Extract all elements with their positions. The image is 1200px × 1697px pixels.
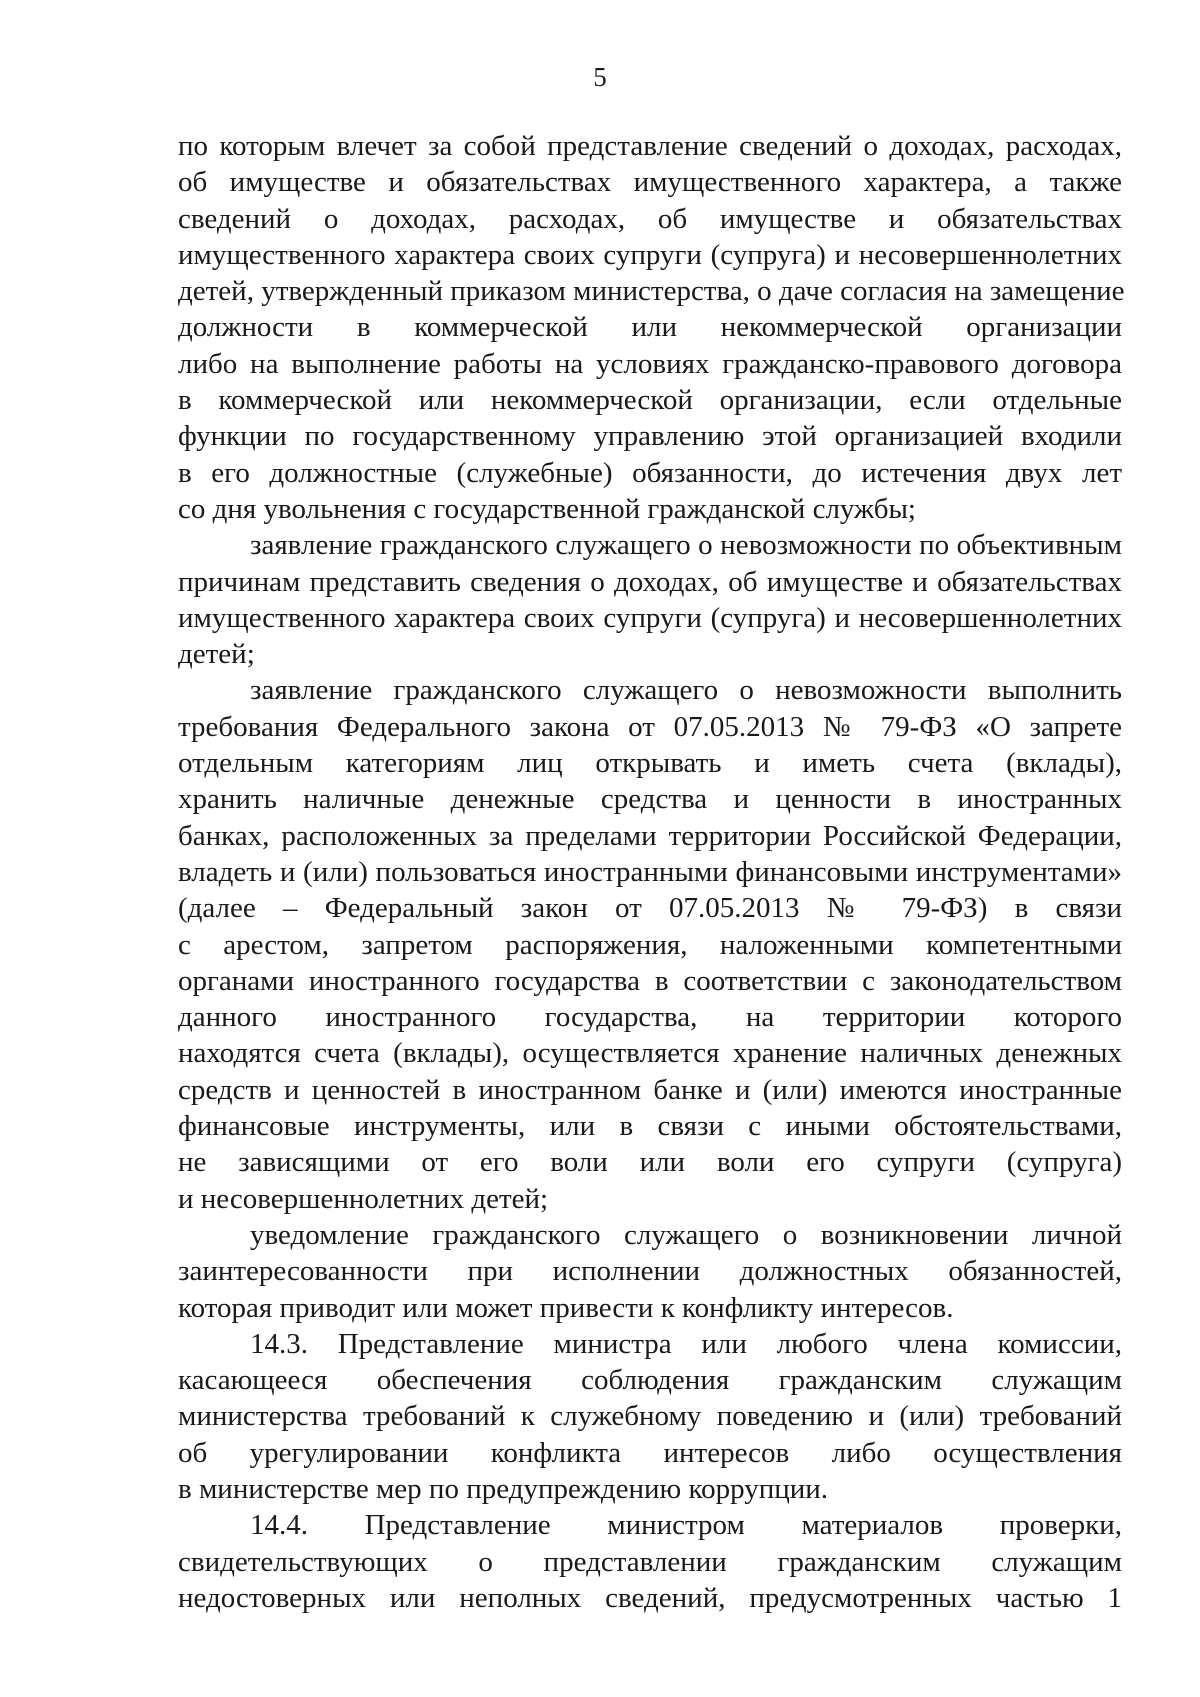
paragraph [178,1507,1122,1616]
text-line: детей; [178,638,255,671]
text-line: владеть и (или) пользоваться иностранными финансовыми инструментами» [178,855,1122,888]
text-line: не зависящими от его воли или воли его супруги (супруга) [178,1146,1122,1179]
text-line: хранить наличные денежные средства и ценности в иностранных [178,783,1122,816]
paragraph [178,672,1122,1216]
text-line: финансовые инструменты, или в связи с иными обстоятельствами, [178,1110,1122,1143]
text-line: находятся счета (вклады), осуществляется хранение наличных денежных [178,1037,1122,1070]
text-line: имущественного характера своих супруги (супруга) и несовершеннолетних [178,601,1122,634]
paragraph [178,128,1125,527]
text-line: по которым влечет за собой представление сведений о доходах, расходах, [178,130,1122,162]
page-number: 5 [593,62,607,92]
text-line: уведомление гражданского служащего о возникновении личной [250,1218,1122,1251]
text-line: данного иностранного государства, на территории которого [178,1001,1122,1034]
paragraph [178,1217,1122,1326]
text-line: заявление гражданского служащего о невозможности выполнить [250,674,1122,707]
text-line: в его должностные (служебные) обязанности, до истечения двух лет [178,456,1122,489]
text-line: в коммерческой или некоммерческой организации, если отдельные [178,384,1122,417]
text-line: министерства требований к служебному поведению и (или) требований [178,1400,1122,1433]
text-line: 14.4. Представление министром материалов проверки, [250,1509,1122,1542]
text-line: свидетельствующих о представлении гражданским служащим [178,1545,1122,1578]
text-line: имущественного характера своих супруги (супруга) и несовершеннолетних [178,238,1122,271]
text-line: которая приводит или может привести к конфликту интересов. [178,1291,954,1324]
text-line: причинам представить сведения о доходах, об имуществе и обязательствах [178,565,1122,598]
text-line: и несовершеннолетних детей; [178,1182,549,1215]
text-line: либо на выполнение работы на условиях гражданско-правового договора [178,347,1122,380]
text-line: отдельным категориям лиц открывать и иметь счета (вклады), [178,747,1122,780]
text-line: функции по государственному управлению этой организацией входили [178,420,1122,453]
text-line: об урегулировании конфликта интересов либо осуществления [178,1436,1122,1469]
text-line: со дня увольнения с государственной гражданской службы; [178,492,916,525]
text-line: заявление гражданского служащего о невозможности по объективным [250,529,1122,562]
text-line: требования Федерального закона от 07.05.2013 № 79-ФЗ «О запрете [178,710,1122,743]
text-line: органами иностранного государства в соответствии с законодательством [178,964,1122,997]
text-line: (далее – Федеральный закон от 07.05.2013 № 79-ФЗ) в связи [178,892,1122,925]
text-line: средств и ценностей в иностранном банке и (или) имеются иностранные [178,1073,1122,1106]
text-line: должности в коммерческой или некоммерческой организации [178,311,1122,344]
text-line: недостоверных или неполных сведений, предусмотренных частью 1 [178,1581,1122,1614]
text-line: 14.3. Представление министра или любого члена комиссии, [250,1327,1122,1360]
document-body [178,128,1125,1616]
text-line: касающееся обеспечения соблюдения гражданским служащим [178,1364,1122,1397]
text-line: об имуществе и обязательствах имущественного характера, а также [178,166,1122,199]
text-line: с арестом, запретом распоряжения, наложенными компетентными [178,928,1122,961]
paragraph [178,527,1122,672]
paragraph [178,1326,1122,1507]
text-line: детей, утвержденный приказом министерства, о даче согласия на замещение [178,275,1125,308]
text-line: заинтересованности при исполнении должностных обязанностей, [178,1255,1122,1288]
text-line: сведений о доходах, расходах, об имуществе и обязательствах [178,202,1122,235]
text-line: в министерстве мер по предупреждению коррупции. [178,1472,829,1505]
text-line: банках, расположенных за пределами территории Российской Федерации, [178,819,1122,852]
